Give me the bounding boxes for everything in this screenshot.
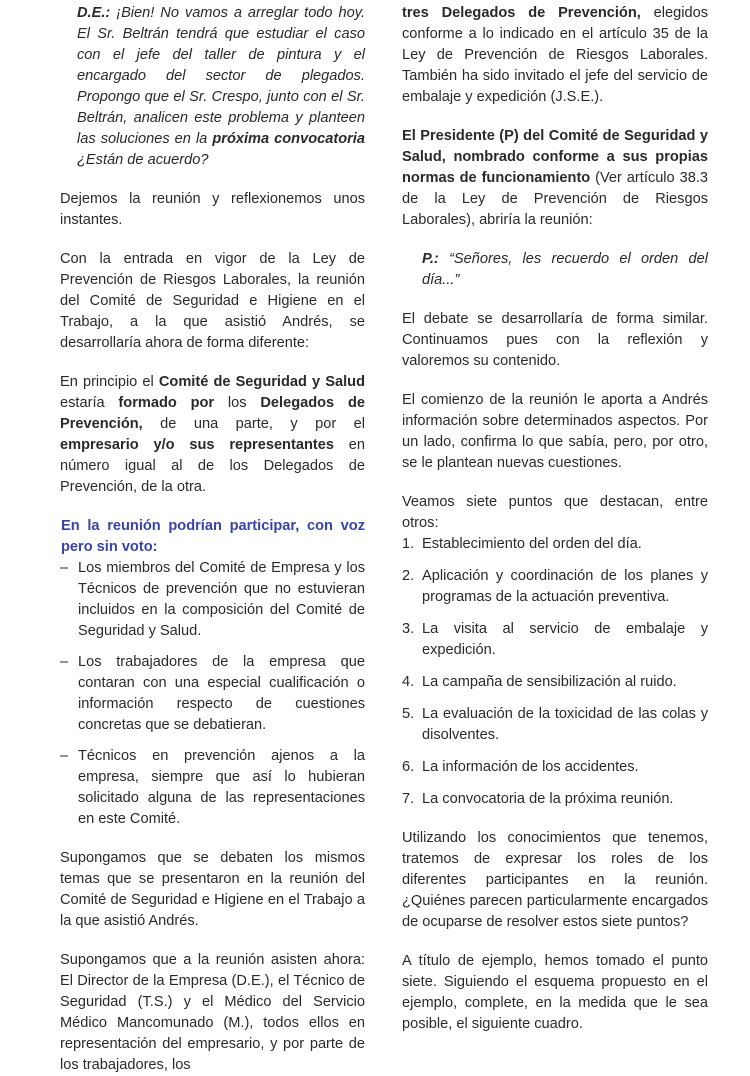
paragraph: El comienzo de la reunión le aporta a Andrés información sobre determinados aspectos. Por un lado, confirma lo que sabía, pero, por otro, se le plantean nuevas cuestiones. [402, 392, 708, 471]
paragraph: El debate se desarrollaría de forma similar. Continuamos pues con la reflexión y valoremos su contenido. [402, 311, 708, 369]
list-item: – Los trabajadores de la empresa que contaran con una especial cualificación o información respecto de cuestiones concretas que se debatieran. [60, 652, 365, 736]
paragraph: A título de ejemplo, hemos tomado el punto siete. Siguiendo el esquema propuesto en el ejemplo, complete, en la medida que le sea posible, el siguiente cuadro. [402, 953, 708, 1032]
list-item: 4. La campaña de sensibilización al ruido. [402, 674, 677, 690]
speaker-label: P.: [422, 251, 439, 267]
list-item: 6. La información de los accidentes. [402, 759, 639, 775]
president-quote: P.: “Señores, les recuerdo el orden del día...” [422, 251, 708, 288]
paragraph: Veamos siete puntos que destacan, entre otros: [402, 494, 708, 531]
right-column [402, 3, 708, 1035]
list-item: 3. La visita al servicio de embalaje y expedición. [402, 621, 708, 658]
paragraph: El Presidente (P) del Comité de Seguridad y Salud, nombrado conforme a sus propias normas de funcionamiento (Ver artículo 38.3 de la Ley de Prevención de Riesgos Laborales), abriría la reunión: [402, 128, 708, 228]
list-item: 7. La convocatoria de la próxima reunión. [402, 791, 674, 807]
list-item: – Los miembros del Comité de Empresa y los Técnicos de prevención que no estuvieran incluidos en la composición del Comité de Seguridad y Salud. [60, 558, 365, 642]
participants-list [60, 558, 365, 830]
speaker-label: D.E.: [77, 5, 111, 21]
list-item: 2. Aplicación y coordinación de los planes y programas de la actuación preventiva. [402, 568, 708, 605]
left-column [60, 3, 365, 1076]
list-item: – Técnicos en prevención ajenos a la empresa, siempre que así lo hubieran solicitado alguna de las representaciones en este Comité. [60, 746, 365, 830]
dialogue-intro: D.E.: ¡Bien! No vamos a arreglar todo hoy. El Sr. Beltrán tendrá que estudiar el caso con el jefe del taller de pintura y el encargado del sector de plegados. Propongo que el Sr. Crespo, junto con el Sr. Beltrán, analicen este problema y planteen las soluciones en la próxima convocatoria ¿Están de acuerdo? [77, 5, 365, 168]
points-list [402, 534, 708, 810]
paragraph: Utilizando los conocimientos que tenemos, tratemos de expresar los roles de los diferentes participantes en la reunión. ¿Quiénes parecen particularmente encargados de ocuparse de resolver estos siete puntos? [402, 830, 708, 930]
paragraph: Supongamos que se debaten los mismos temas que se presentaron en la reunión del Comité de Seguridad e Higiene en el Trabajo a la que asistió Andrés. [60, 850, 365, 929]
section-heading: En la reunión podrían participar, con voz pero sin voto: [61, 518, 365, 555]
list-item: 1. Establecimiento del orden del día. [402, 536, 642, 552]
paragraph: tres Delegados de Prevención, elegidos conforme a lo indicado en el artículo 35 de la Ley de Prevención de Riesgos Laborales. También ha sido invitado el jefe del servicio de embalaje y expedición (J.S.E.). [402, 5, 708, 105]
list-item: 5. La evaluación de la toxicidad de las colas y disolventes. [402, 706, 708, 743]
paragraph: Supongamos que a la reunión asisten ahora: El Director de la Empresa (D.E.), el Técnico de Seguridad (T.S.) y el Médico del Servicio Médico Mancomunado (M.), todos ellos en representación del empresario, y por parte de los trabajadores, los [60, 952, 365, 1073]
paragraph: Dejemos la reunión y reflexionemos unos instantes. [60, 191, 365, 228]
paragraph: En principio el Comité de Seguridad y Salud estaría formado por los Delegados de Prevención, de una parte, y por el empresario y/o sus representantes en número igual al de los Delegados de Prevención, de la otra. [60, 374, 366, 495]
paragraph: Con la entrada en vigor de la Ley de Prevención de Riesgos Laborales, la reunión del Comité de Seguridad e Higiene en el Trabajo, a la que asistió Andrés, se desarrollaría ahora de forma diferente: [60, 251, 365, 351]
